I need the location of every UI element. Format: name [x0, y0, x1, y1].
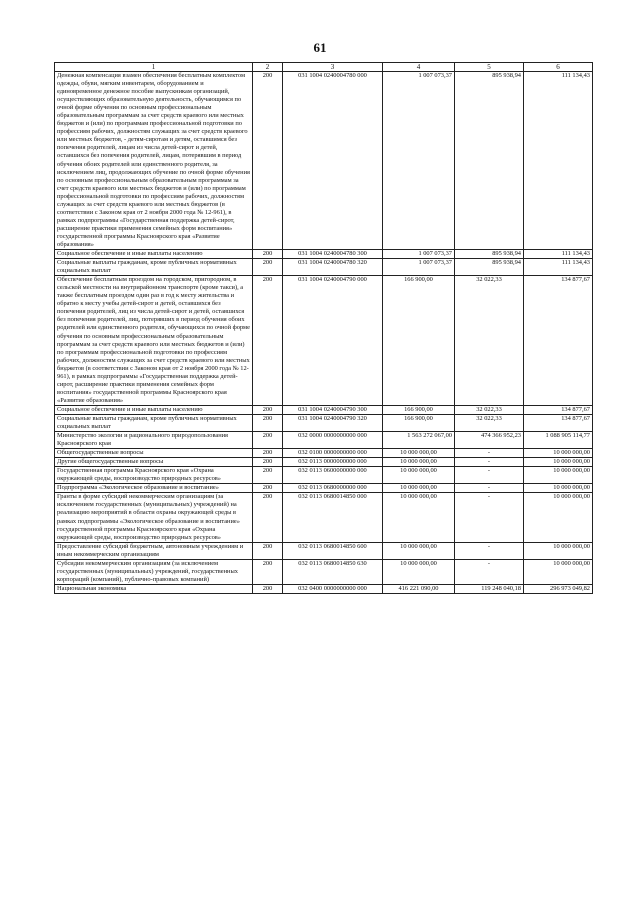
row-executed: 895 938,94 [455, 259, 524, 276]
row-name: Субсидии некоммерческим организациям (за исключением государственных (муниципальных) учреждений, государственных корпораций (компаний), публично-правовых компаний) [55, 559, 253, 584]
row-approved: 10 000 000,00 [383, 467, 455, 484]
row-name: Обеспечение бесплатным проездом на городском, пригородном, в сельской местности на внутрирайонном транспорте (кроме такси), а также бесплатным проездом один раз в год к месту жительства и обратно к месту учебы детей-сирот и детей, оставшихся без попечения родителей, лиц из числа детей-сирот и детей, оставшихся без попечения родителей, лиц, потерявших в период обучения обоих родителей или единственного родителя, обучающихся по очной форме обучения по основным профессиональным образовательным программам за счет средств краевого или местных бюджетов и (или) по программам профессиональной подготовки по профессиям рабочих, должностям служащих за счет средств краевого или местных бюджетов (в соответствии с Законом края от 2 ноября 2000 года № 12-961), в рамках подпрограммы «Государственная поддержка детей-сирот, расширение практики применения семейных форм воспитания» государственной программы Красноярского края «Развитие образования» [55, 276, 253, 406]
row-executed: - [455, 467, 524, 484]
row-executed: - [455, 559, 524, 584]
table-row [55, 467, 593, 484]
row-kbk: 031 1004 0240004790 300 [283, 405, 383, 414]
row-unexecuted: 134 877,67 [524, 405, 593, 414]
column-header: 5 [455, 63, 524, 72]
row-name: Социальные выплаты гражданам, кроме публичных нормативных социальных выплат [55, 259, 253, 276]
row-executed: 32 022,33 [455, 405, 524, 414]
row-code: 200 [253, 542, 283, 559]
row-kbk: 031 1004 0240004780 300 [283, 250, 383, 259]
row-code: 200 [253, 414, 283, 431]
row-code: 200 [253, 467, 283, 484]
row-name: Социальное обеспечение и иные выплаты населению [55, 250, 253, 259]
row-code: 200 [253, 493, 283, 542]
row-approved: 10 000 000,00 [383, 542, 455, 559]
table-row [55, 276, 593, 406]
row-unexecuted: 10 000 000,00 [524, 484, 593, 493]
row-approved: 1 007 073,37 [383, 259, 455, 276]
row-approved: 1 007 073,37 [383, 250, 455, 259]
row-kbk: 031 1004 0240004790 320 [283, 414, 383, 431]
table-row [55, 458, 593, 467]
table-row [55, 405, 593, 414]
row-approved: 10 000 000,00 [383, 484, 455, 493]
row-unexecuted: 10 000 000,00 [524, 467, 593, 484]
row-kbk: 031 1004 0240004780 000 [283, 72, 383, 250]
row-executed: 32 022,33 [455, 276, 524, 406]
table-row [55, 72, 593, 250]
row-code: 200 [253, 405, 283, 414]
row-name: Государственная программа Красноярского края «Охрана окружающей среды, воспроизводство природных ресурсов» [55, 467, 253, 484]
row-unexecuted: 10 000 000,00 [524, 493, 593, 542]
row-kbk: 032 0113 0680000000 000 [283, 484, 383, 493]
row-executed: 895 938,94 [455, 72, 524, 250]
row-approved: 416 221 090,00 [383, 584, 455, 593]
row-unexecuted: 10 000 000,00 [524, 449, 593, 458]
row-kbk: 032 0100 0000000000 000 [283, 449, 383, 458]
row-unexecuted: 1 088 905 114,77 [524, 432, 593, 449]
row-kbk: 032 0113 0680014850 000 [283, 493, 383, 542]
row-name: Национальная экономика [55, 584, 253, 593]
row-code: 200 [253, 449, 283, 458]
row-code: 200 [253, 432, 283, 449]
table-row [55, 414, 593, 431]
row-executed: 119 248 040,18 [455, 584, 524, 593]
row-executed: - [455, 484, 524, 493]
row-code: 200 [253, 584, 283, 593]
row-unexecuted: 10 000 000,00 [524, 542, 593, 559]
row-code: 200 [253, 484, 283, 493]
row-name: Подпрограмма «Экологическое образование и воспитание» [55, 484, 253, 493]
row-approved: 166 900,00 [383, 405, 455, 414]
row-kbk: 032 0113 0680014850 600 [283, 542, 383, 559]
row-code: 200 [253, 72, 283, 250]
row-name: Социальное обеспечение и иные выплаты населению [55, 405, 253, 414]
row-unexecuted: 296 973 049,82 [524, 584, 593, 593]
header-row [55, 63, 593, 72]
row-executed: - [455, 449, 524, 458]
row-approved: 166 900,00 [383, 414, 455, 431]
row-unexecuted: 10 000 000,00 [524, 458, 593, 467]
row-approved: 10 000 000,00 [383, 449, 455, 458]
row-approved: 10 000 000,00 [383, 559, 455, 584]
table-row [55, 493, 593, 542]
row-kbk: 031 1004 0240004790 000 [283, 276, 383, 406]
row-executed: 32 022,33 [455, 414, 524, 431]
row-unexecuted: 111 134,43 [524, 250, 593, 259]
row-executed: 474 366 952,23 [455, 432, 524, 449]
row-executed: - [455, 458, 524, 467]
row-name: Министерство экологии и рационального природопользования Красноярского края [55, 432, 253, 449]
row-approved: 10 000 000,00 [383, 458, 455, 467]
row-unexecuted: 10 000 000,00 [524, 559, 593, 584]
table-row [55, 432, 593, 449]
row-code: 200 [253, 259, 283, 276]
row-code: 200 [253, 458, 283, 467]
table-row [55, 559, 593, 584]
row-kbk: 032 0113 0600000000 000 [283, 467, 383, 484]
budget-table [54, 62, 593, 594]
row-kbk: 032 0400 0000000000 000 [283, 584, 383, 593]
row-approved: 166 900,00 [383, 276, 455, 406]
row-approved: 1 563 272 067,00 [383, 432, 455, 449]
row-approved: 10 000 000,00 [383, 493, 455, 542]
page-number: 61 [313, 40, 327, 55]
row-approved: 1 007 073,37 [383, 72, 455, 250]
row-code: 200 [253, 276, 283, 406]
table-row [55, 542, 593, 559]
column-header: 1 [55, 63, 253, 72]
row-unexecuted: 134 877,67 [524, 414, 593, 431]
row-code: 200 [253, 250, 283, 259]
row-kbk: 032 0113 0000000000 000 [283, 458, 383, 467]
table-row [55, 584, 593, 593]
row-executed: 895 938,94 [455, 250, 524, 259]
row-name: Социальные выплаты гражданам, кроме публичных нормативных социальных выплат [55, 414, 253, 431]
row-unexecuted: 111 134,43 [524, 259, 593, 276]
row-name: Предоставление субсидий бюджетным, автономным учреждениям и иным некоммерческим организациям [55, 542, 253, 559]
row-kbk: 032 0113 0680014850 630 [283, 559, 383, 584]
column-header: 6 [524, 63, 593, 72]
row-name: Общегосударственные вопросы [55, 449, 253, 458]
column-header: 3 [283, 63, 383, 72]
table-row [55, 449, 593, 458]
row-unexecuted: 111 134,43 [524, 72, 593, 250]
column-header: 4 [383, 63, 455, 72]
row-name: Денежная компенсация взамен обеспечения бесплатным комплектом одежды, обуви, мягким инвентарем, оборудованием и единовременное денежное пособие выпускникам организаций, осуществляющих образовательную деятельность, обучающимся по очной форме обучения по основным профессиональным образовательным программам за счет средств краевого или местных бюджетов и (или) по программам профессиональной подготовки по профессиям рабочих, должностям служащих за счет средств краевого или местных бюджетов, - детям-сиротам и детям, оставшимся без попечения родителей, лицам из числа детей-сирот и детей, оставшихся без попечения родителей, лицам, потерявшим в период обучения обоих родителей или единственного родителя, за исключением лиц, продолжающих обучение по очной форме обучения по основным профессиональным образовательным программам за счет средств краевого или местных бюджетов и (или) по программам профессиональной подготовки по профессиям рабочих, должностям служащих за счет средств краевого или местных бюджетов (в соответствии с Законом края от 2 ноября 2000 года № 12-961), в рамках подпрограммы «Государственная поддержка детей-сирот, расширение практики применения семейных форм воспитания» государственной программы Красноярского края «Развитие образования» [55, 72, 253, 250]
table-row [55, 484, 593, 493]
row-kbk: 031 1004 0240004780 320 [283, 259, 383, 276]
row-executed: - [455, 493, 524, 542]
table-row [55, 250, 593, 259]
row-name: Гранты в форме субсидий некоммерческим организациям (за исключением государственных (муниципальных) учреждений) на реализацию мероприятий в области охраны окружающей среды в рамках подпрограммы «Экологическое образование и воспитание» государственной программы Красноярского края «Охрана окружающей среды, воспроизводство природных ресурсов» [55, 493, 253, 542]
row-code: 200 [253, 559, 283, 584]
column-header: 2 [253, 63, 283, 72]
row-name: Другие общегосударственные вопросы [55, 458, 253, 467]
row-executed: - [455, 542, 524, 559]
row-unexecuted: 134 877,67 [524, 276, 593, 406]
table-row [55, 259, 593, 276]
row-kbk: 032 0000 0000000000 000 [283, 432, 383, 449]
